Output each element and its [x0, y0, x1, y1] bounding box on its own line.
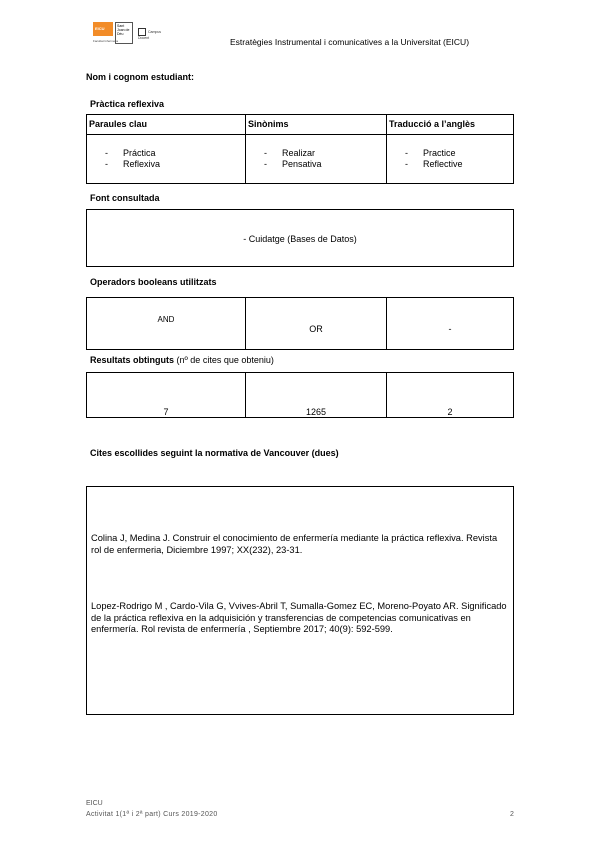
faculty-logo-text: Facultat Infermeria [93, 39, 119, 43]
keyword-item: - Práctica [105, 148, 245, 159]
eicu-logo: EICU [93, 22, 113, 36]
results-label-rest: (nº de cites que obteniu) [174, 355, 274, 365]
results-table [86, 372, 514, 418]
synonym-item: - Pensativa [264, 159, 386, 170]
citations-label: Cites escollides seguint la normativa de Vancouver (dues) [90, 448, 339, 458]
campus-logo-icon [138, 28, 146, 36]
citation-2: Lopez-Rodrigo M , Cardo-Vila G, Vvives-Abril T, Sumalla-Gomez EC, Moreno-Poyato AR. Significado de la práctica reflexiva en la adquisición y transferencias de competencias comunicativas en enfermería. Rol revista de enfermería , Septiembre 2017; 40(9): 592-599. [91, 601, 507, 634]
translation-item: - Practice [405, 148, 513, 159]
result-cell: 7 [87, 373, 246, 418]
sant-joan-logo: Sant Joan de Déu [115, 22, 133, 44]
topic-title: Pràctica reflexiva [90, 99, 165, 109]
result-cell: 2 [387, 373, 514, 418]
campus-logo: Campus Docent [138, 29, 162, 40]
header-title: Estratègies Instrumental i comunicatives a la Universitat (EICU) [230, 37, 470, 47]
page-number: 2 [510, 811, 514, 818]
footer-course: EICU [86, 800, 103, 807]
citations-box [86, 486, 514, 715]
header-synonyms: Sinònims [246, 115, 387, 135]
operator-cell: - [387, 298, 514, 350]
header-translation: Traducció a l’anglès [387, 115, 514, 135]
synonyms-cell [246, 135, 387, 184]
student-name-label: Nom i cognom estudiant: [86, 72, 194, 82]
operators-label: Operadors booleans utilitzats [90, 277, 217, 287]
results-label-bold: Resultats obtinguts [90, 355, 175, 365]
footer-activity: Activitat 1(1ª i 2ª part) Curs 2019-2020 [86, 811, 218, 818]
translation-cell [387, 135, 514, 184]
operators-table [86, 297, 514, 350]
results-label [90, 355, 274, 365]
header-keywords: Paraules clau [87, 115, 246, 135]
synonym-item: - Realizar [264, 148, 386, 159]
operator-cell: AND [87, 298, 246, 350]
keywords-cell [87, 135, 246, 184]
source-label: Font consultada [90, 193, 160, 203]
operator-cell: OR [246, 298, 387, 350]
keyword-item: - Reflexiva [105, 159, 245, 170]
source-value: - Cuidatge (Bases de Datos) [243, 234, 357, 244]
translation-item: - Reflective [405, 159, 513, 170]
result-cell: 1265 [246, 373, 387, 418]
source-box [86, 209, 514, 267]
keywords-table [86, 114, 514, 184]
citation-1: Colina J, Medina J. Construir el conocimiento de enfermería mediante la práctica reflexiva. Revista rol de enfermeria, Diciembre 1997; XX(232), 23-31. [91, 533, 498, 555]
